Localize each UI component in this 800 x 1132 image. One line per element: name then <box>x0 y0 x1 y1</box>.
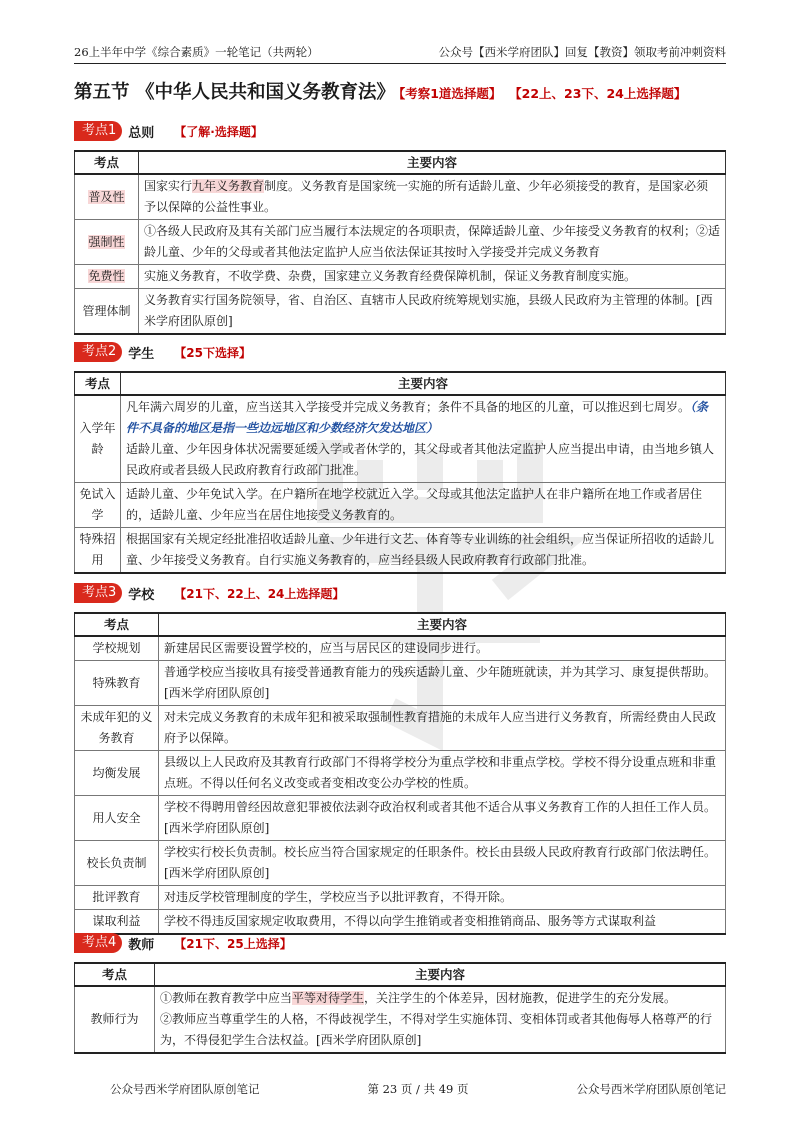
table-row <box>75 986 726 1053</box>
kp3-content: 新建居民区需要设置学校的，应当与居民区的建设同步进行。 <box>159 636 726 661</box>
header-right: 公众号【西米学府团队】回复【教资】领取考前冲刺资料 <box>438 45 726 59</box>
kp4-header-row <box>75 963 726 986</box>
kp1-content: 国家实行九年义务教育制度。义务教育是国家统一实施的所有适龄儿童、少年必须接受的教育，是国家必须予以保障的公益性事业。 <box>139 174 726 220</box>
kp2-col1: 考点 <box>75 372 121 395</box>
kp1-key: 管理体制 <box>75 289 139 335</box>
kp3-key: 谋取利益 <box>75 910 159 935</box>
section-exam-note: 【考察1道选择题】 <box>398 86 502 101</box>
table-row <box>75 220 726 265</box>
kp3-col1: 考点 <box>75 613 159 636</box>
kp1-name: 总则 <box>128 125 155 141</box>
kp1-tag: 【了解·选择题】 <box>174 124 263 139</box>
kp1-col1: 考点 <box>75 151 139 174</box>
table-row <box>75 289 726 335</box>
table-row <box>75 265 726 289</box>
kp2-table <box>74 371 726 574</box>
page-footer <box>110 1081 726 1097</box>
kp1-table <box>74 150 726 335</box>
kp2-content: 适龄儿童、少年免试入学。在户籍所在地学校就近入学。父母或其他法定监护人在非户籍所在地工作或者居住的，适龄儿童、少年应当在居住地接受义务教育的。 <box>121 483 726 528</box>
kp1-content: 实施义务教育，不收学费、杂费，国家建立义务教育经费保障机制，保证义务教育制度实施。 <box>139 265 726 289</box>
kp4-tag: 【21下、25上选择】 <box>174 936 292 951</box>
kp1-col2: 主要内容 <box>139 151 726 174</box>
kp1-badge: 考点1 <box>74 121 122 141</box>
kp4-heading <box>74 933 292 953</box>
kp2-key: 特殊招用 <box>75 528 121 574</box>
kp3-content: 普通学校应当接收具有接受普通教育能力的残疾适龄儿童、少年随班就读，并为其学习、康复提供帮助。[西米学府团队原创] <box>159 661 726 706</box>
kp1-heading <box>74 121 263 141</box>
table-row <box>75 796 726 841</box>
kp3-heading <box>74 583 344 603</box>
kp2-key: 免试入学 <box>75 483 121 528</box>
page-header <box>74 38 726 64</box>
kp4-key: 教师行为 <box>75 986 155 1053</box>
kp2-tag: 【25下选择】 <box>174 345 251 360</box>
kp1-key: 强制性 <box>88 234 125 249</box>
kp3-key: 未成年犯的义务教育 <box>75 706 159 751</box>
kp4-col1: 考点 <box>75 963 155 986</box>
kp3-key: 批评教育 <box>75 886 159 910</box>
kp3-content: 县级以上人民政府及其教育行政部门不得将学校分为重点学校和非重点学校。学校不得分设重点班和非重点班。不得以任何名义改变或者变相改变公办学校的性质。 <box>159 751 726 796</box>
kp2-content: 凡年满六周岁的儿童，应当送其入学接受并完成义务教育；条件不具备的地区的儿童，可以推迟到七周岁。（条件不具备的地区是指一些边远地区和少数经济欠发达地区） 适龄儿童、少年因身体状况需要延缓入学或者休学的，其父母或者其他法定监护人应当提出申请，由当地乡镇人民政府或者县级人民政府教育行政部门批准。 <box>121 395 726 483</box>
section-title <box>74 78 686 104</box>
kp4-table <box>74 962 726 1054</box>
kp3-content: 学校不得违反国家规定收取费用，不得以向学生推销或者变相推销商品、服务等方式谋取利益 <box>159 910 726 935</box>
header-left: 26上半年中学《综合素质》一轮笔记（共两轮） <box>74 45 319 59</box>
kp2-content: 根据国家有关规定经批准招收适龄儿童、少年进行文艺、体育等专业训练的社会组织，应当保证所招收的适龄儿童、少年接受义务教育。自行实施义务教育的，应当经县级人民政府教育行政部门批准。 <box>121 528 726 574</box>
table-row <box>75 483 726 528</box>
kp2-note: （条件不具备的地区是指一些边远地区和少数经济欠发达地区） <box>126 400 709 435</box>
table-row <box>75 528 726 574</box>
kp3-header-row <box>75 613 726 636</box>
kp3-col2: 主要内容 <box>159 613 726 636</box>
kp3-content: 学校实行校长负责制。校长应当符合国家规定的任职条件。校长由县级人民政府教育行政部门依法聘任。[西米学府团队原创] <box>159 841 726 886</box>
kp2-header-row <box>75 372 726 395</box>
kp1-content: 义务教育实行国务院领导，省、自治区、直辖市人民政府统筹规划实施，县级人民政府为主管理的体制。[西米学府团队原创] <box>139 289 726 335</box>
table-row <box>75 751 726 796</box>
kp1-content: ①各级人民政府及其有关部门应当履行本法规定的各项职责，保障适龄儿童、少年接受义务教育的权利；②适龄儿童、少年的父母或者其他法定监护人应当依法保证其按时入学接受并完成义务教育 <box>139 220 726 265</box>
table-row <box>75 174 726 220</box>
kp3-table <box>74 612 726 935</box>
kp3-badge: 考点3 <box>74 583 122 603</box>
kp3-content: 对违反学校管理制度的学生，学校应当予以批评教育，不得开除。 <box>159 886 726 910</box>
kp2-col2: 主要内容 <box>121 372 726 395</box>
kp2-badge: 考点2 <box>74 342 122 362</box>
footer-right: 公众号西米学府团队原创笔记 <box>576 1082 726 1096</box>
kp3-tag: 【21下、22上、24上选择题】 <box>174 586 345 601</box>
kp3-key: 均衡发展 <box>75 751 159 796</box>
kp2-key: 入学年龄 <box>75 395 121 483</box>
kp3-key: 校长负责制 <box>75 841 159 886</box>
kp1-key: 免费性 <box>88 269 125 283</box>
kp1-key: 普及性 <box>88 189 125 204</box>
kp3-content: 学校不得聘用曾经因故意犯罪被依法剥夺政治权利或者其他不适合从事义务教育工作的人担任工作人员。[西米学府团队原创] <box>159 796 726 841</box>
kp4-col2: 主要内容 <box>155 963 726 986</box>
highlight: 九年义务教育 <box>192 179 265 193</box>
footer-left: 公众号西米学府团队原创笔记 <box>110 1082 260 1096</box>
highlight: 平等对待学生 <box>292 991 365 1005</box>
kp3-content: 对未完成义务教育的未成年犯和被采取强制性教育措施的未成年人应当进行义务教育，所需经费由人民政府予以保障。 <box>159 706 726 751</box>
kp1-header-row <box>75 151 726 174</box>
table-row <box>75 706 726 751</box>
table-row <box>75 910 726 935</box>
kp3-key: 特殊教育 <box>75 661 159 706</box>
kp2-heading <box>74 342 251 362</box>
kp2-name: 学生 <box>128 346 155 362</box>
table-row <box>75 395 726 483</box>
table-row <box>75 661 726 706</box>
section-years: 【22上、23下、24上选择题】 <box>515 86 687 101</box>
section-title-text: 第五节 《中华人民共和国义务教育法》 <box>74 82 395 103</box>
kp3-name: 学校 <box>128 587 155 603</box>
kp4-content: ①教师在教育教学中应当平等对待学生，关注学生的个体差异，因材施教，促进学生的充分发展。 ②教师应当尊重学生的人格，不得歧视学生，不得对学生实施体罚、变相体罚或者其他侮辱人格尊严的行为，不得侵犯学生合法权益。[西米学府团队原创] <box>155 986 726 1053</box>
page-number: 第 23 页 / 共 49 页 <box>367 1082 469 1096</box>
kp3-key: 学校规划 <box>75 636 159 661</box>
kp4-name: 教师 <box>128 937 155 953</box>
kp4-badge: 考点4 <box>74 933 122 953</box>
table-row <box>75 636 726 661</box>
table-row <box>75 886 726 910</box>
kp3-key: 用人安全 <box>75 796 159 841</box>
table-row <box>75 841 726 886</box>
